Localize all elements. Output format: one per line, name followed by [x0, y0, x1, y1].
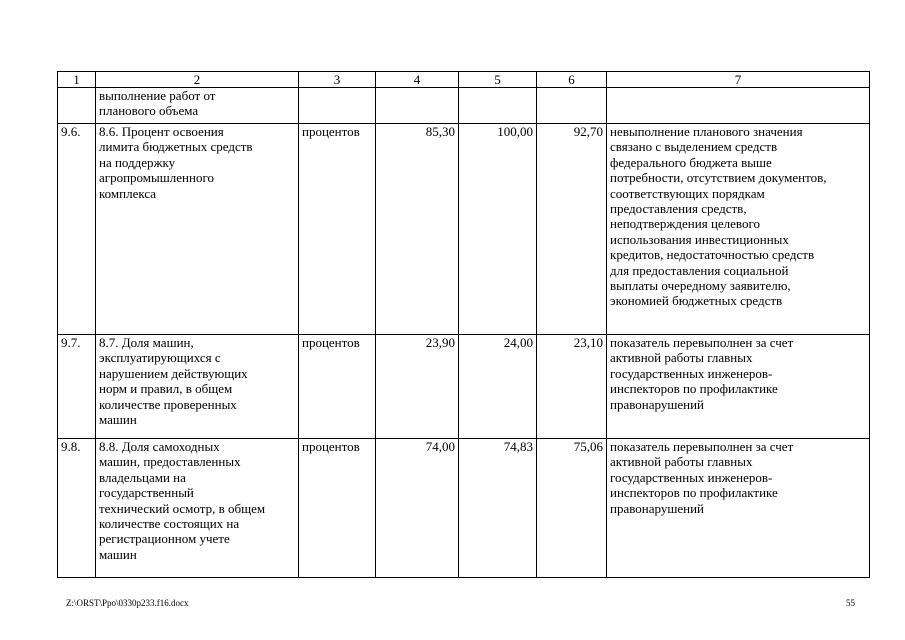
- header-cell: 2: [96, 72, 299, 88]
- text-line: активной работы главных: [610, 454, 753, 470]
- text-line: использования инвестиционных: [610, 231, 789, 247]
- text-line: машин, предоставленных: [99, 454, 241, 470]
- indicator-name: [96, 439, 299, 578]
- indicator-name: [96, 335, 299, 439]
- file-path: Z:\ORST\Ppo\0330p233.f16.docx: [66, 598, 189, 608]
- row-number: [58, 88, 96, 124]
- table-header-row: [58, 72, 870, 88]
- text-line: регистрационном учете: [99, 531, 230, 547]
- value-col-4: [376, 88, 459, 124]
- text-line: 8.7. Доля машин,: [99, 335, 194, 350]
- text-line: лимита бюджетных средств: [99, 139, 253, 155]
- text-line: федерального бюджета выше: [610, 154, 772, 170]
- value-col-5: 100,00: [459, 124, 537, 335]
- text-line: планового объема: [99, 103, 199, 119]
- text-line: инспекторов по профилактике: [610, 485, 778, 501]
- text-line: невыполнение планового значения: [610, 124, 803, 139]
- indicator-name: [96, 88, 299, 124]
- header-cell: 1: [58, 72, 96, 88]
- text-line: активной работы главных: [610, 350, 753, 366]
- text-line: выполнение работ от: [99, 88, 216, 103]
- text-line: связано с выделением средств: [610, 139, 778, 155]
- page-number: 55: [846, 598, 855, 608]
- text-line: неподтверждения целевого: [610, 216, 760, 232]
- header-cell: 4: [376, 72, 459, 88]
- text-line: норм и правил, в общем: [99, 381, 233, 397]
- value-col-6: 92,70: [537, 124, 607, 335]
- text-line: 8.8. Доля самоходных: [99, 439, 220, 454]
- text-line: для предоставления социальной: [610, 262, 789, 278]
- unit: процентов: [299, 124, 376, 335]
- text-line: машин: [99, 412, 137, 428]
- text-line: агропромышленного: [99, 170, 214, 186]
- text-line: выплаты очередному заявителю,: [610, 278, 791, 294]
- value-col-4: 74,00: [376, 439, 459, 578]
- text-line: технический осмотр, в общем: [99, 500, 266, 516]
- text-line: инспекторов по профилактике: [610, 381, 778, 397]
- text-line: правонарушений: [610, 396, 704, 412]
- value-col-4: 23,90: [376, 335, 459, 439]
- unit: процентов: [299, 439, 376, 578]
- row-number: 9.8.: [58, 439, 96, 578]
- comment: [607, 124, 870, 335]
- comment: [607, 88, 870, 124]
- text-line: государственных инженеров-: [610, 469, 773, 485]
- table-row: [58, 335, 870, 439]
- text-line: правонарушений: [610, 500, 704, 516]
- value-col-5: [459, 88, 537, 124]
- text-line: предоставления средств,: [610, 201, 747, 217]
- header-cell: 5: [459, 72, 537, 88]
- text-line: кредитов, недостаточностью средств: [610, 247, 815, 263]
- row-number: 9.6.: [58, 124, 96, 335]
- text-line: владельцами на: [99, 469, 186, 485]
- row-number: 9.7.: [58, 335, 96, 439]
- text-line: количестве состоящих на: [99, 516, 240, 532]
- text-line: эксплуатирующихся с: [99, 350, 221, 366]
- table-row: [58, 88, 870, 124]
- value-col-5: 24,00: [459, 335, 537, 439]
- text-line: 8.6. Процент освоения: [99, 124, 224, 139]
- header-cell: 7: [607, 72, 870, 88]
- unit: [299, 88, 376, 124]
- comment: [607, 335, 870, 439]
- text-line: потребности, отсутствием документов,: [610, 170, 827, 186]
- value-col-5: 74,83: [459, 439, 537, 578]
- text-line: количестве проверенных: [99, 396, 237, 412]
- value-col-6: [537, 88, 607, 124]
- unit: процентов: [299, 335, 376, 439]
- text-line: экономией бюджетных средств: [610, 293, 783, 309]
- header-cell: 3: [299, 72, 376, 88]
- text-line: государственных инженеров-: [610, 365, 773, 381]
- value-col-6: 75,06: [537, 439, 607, 578]
- text-line: машин: [99, 546, 137, 562]
- value-col-6: 23,10: [537, 335, 607, 439]
- header-cell: 6: [537, 72, 607, 88]
- text-line: нарушением действующих: [99, 365, 248, 381]
- table-row: [58, 124, 870, 335]
- text-line: на поддержку: [99, 154, 176, 170]
- document-table: [57, 71, 870, 578]
- text-line: соответствующих порядкам: [610, 185, 765, 201]
- table-row: [58, 439, 870, 578]
- text-line: комплекса: [99, 185, 157, 201]
- text-line: показатель перевыполнен за счет: [610, 335, 794, 350]
- indicator-name: [96, 124, 299, 335]
- text-line: показатель перевыполнен за счет: [610, 439, 794, 454]
- comment: [607, 439, 870, 578]
- value-col-4: 85,30: [376, 124, 459, 335]
- text-line: государственный: [99, 485, 194, 501]
